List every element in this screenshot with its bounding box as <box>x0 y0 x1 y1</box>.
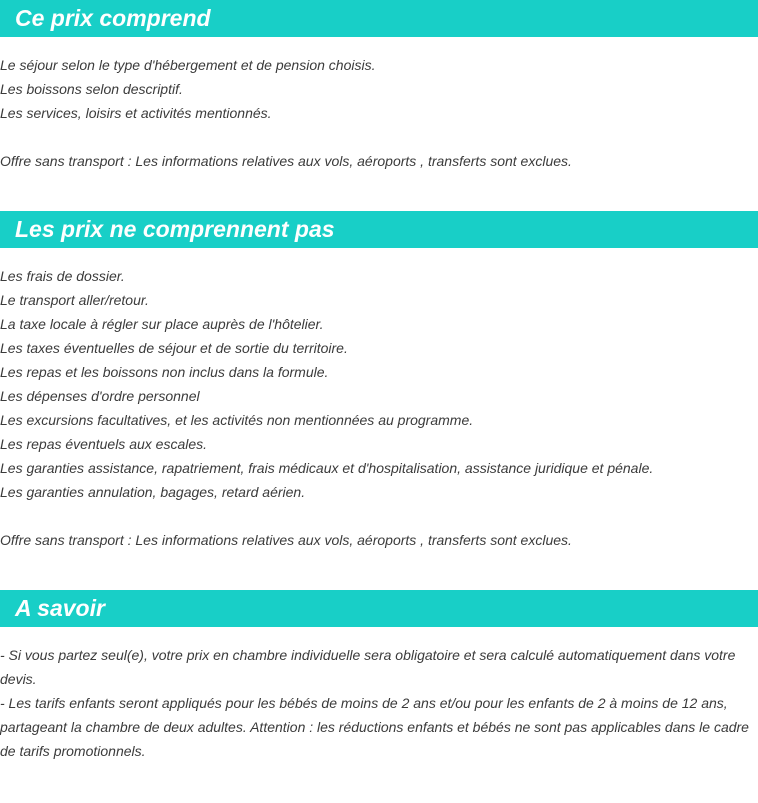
section-body-included <box>0 37 758 173</box>
list-item: La taxe locale à régler sur place auprès de l'hôtelier. <box>0 316 324 332</box>
section-title: Ce prix comprend <box>15 5 211 31</box>
section-info <box>0 590 758 763</box>
list-item: Les frais de dossier. <box>0 268 125 284</box>
list-item: Les garanties assistance, rapatriement, frais médicaux et d'hospitalisation, assistance juridique et pénale. <box>0 460 654 476</box>
info-paragraph: - Si vous partez seul(e), votre prix en chambre individuelle sera obligatoire et sera calculé automatiquement dans votre devis. <box>0 647 736 687</box>
info-paragraph: - Les tarifs enfants seront appliqués pour les bébés de moins de 2 ans et/ou pour les enfants de 2 à moins de 12 ans, partageant la chambre de deux adultes. Attention : les réductions enfants et bébés ne sont pas applicables dans le cadre de tarifs promotionnels. <box>0 695 749 759</box>
spacer <box>0 504 758 528</box>
section-body-info <box>0 627 758 763</box>
section-gap <box>0 173 758 211</box>
list-item: Les garanties annulation, bagages, retard aérien. <box>0 484 306 500</box>
section-body-excluded <box>0 248 758 552</box>
list-item: Les repas et les boissons non inclus dans la formule. <box>0 364 329 380</box>
list-item: Les dépenses d'ordre personnel <box>0 388 200 404</box>
section-header-info <box>0 590 758 627</box>
spacer <box>0 125 758 149</box>
list-item: Les taxes éventuelles de séjour et de sortie du territoire. <box>0 340 348 356</box>
list-item: Les services, loisirs et activités mentionnés. <box>0 105 272 121</box>
section-included <box>0 0 758 173</box>
section-excluded <box>0 211 758 552</box>
section-title: Les prix ne comprennent pas <box>15 216 335 242</box>
list-item: Les boissons selon descriptif. <box>0 81 183 97</box>
list-item: Les repas éventuels aux escales. <box>0 436 208 452</box>
transport-note: Offre sans transport : Les informations relatives aux vols, aéroports , transferts sont exclues. <box>0 153 572 169</box>
section-header-excluded <box>0 211 758 248</box>
section-title: A savoir <box>15 595 105 621</box>
list-item: Les excursions facultatives, et les activités non mentionnées au programme. <box>0 412 474 428</box>
list-item: Le transport aller/retour. <box>0 292 149 308</box>
transport-note: Offre sans transport : Les informations relatives aux vols, aéroports , transferts sont exclues. <box>0 532 572 548</box>
section-gap <box>0 552 758 590</box>
section-header-included <box>0 0 758 37</box>
list-item: Le séjour selon le type d'hébergement et de pension choisis. <box>0 57 376 73</box>
